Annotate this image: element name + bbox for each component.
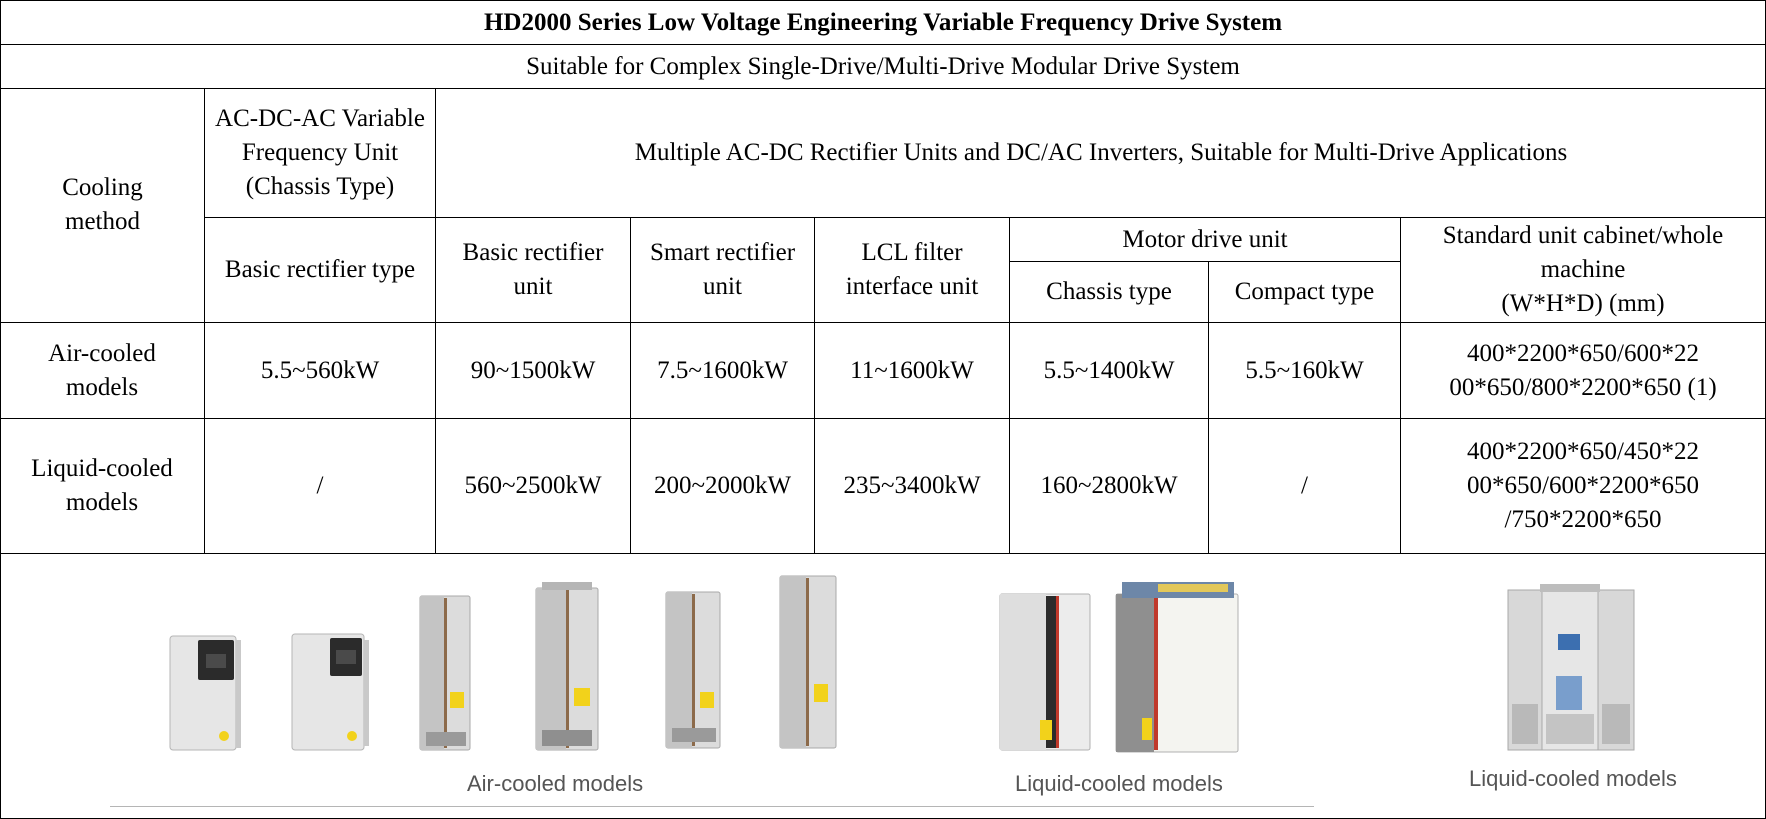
chassis-drive-image (418, 592, 478, 754)
cabinet-dim-line: /750*2200*650 (1504, 506, 1662, 533)
caption-underline (110, 806, 1314, 807)
col-lcl-filter-interface-unit: LCL filter interface unit (845, 239, 979, 300)
cabinet-dim-line: 00*650/600*2200*650 (1467, 472, 1699, 499)
compact-drive-image (168, 632, 242, 754)
col-basic-rectifier-unit: Basic rectifier unit (462, 239, 604, 300)
liquid-cooled-drive-image (996, 588, 1096, 754)
col-motor-drive-unit: Motor drive unit (1122, 225, 1288, 253)
col-compact-type: Compact type (1234, 278, 1375, 305)
table-cell: 560~2500kW (464, 472, 602, 499)
cooling-method-header: Cooling method (62, 174, 143, 235)
table-cell: 7.5~1600kW (657, 356, 788, 384)
table-cell: 90~1500kW (470, 356, 596, 384)
table-cell: 5.5~1400kW (1043, 356, 1175, 384)
table-cell-cabinet (1401, 419, 1765, 553)
chassis-drive-image (664, 588, 726, 752)
col-chassis-type: Chassis type (1046, 278, 1172, 305)
table-cell: 5.5~560kW (260, 356, 380, 384)
table-cell: 5.5~160kW (1245, 356, 1364, 384)
cabinet-header-line: Standard unit cabinet/whole machine (1442, 222, 1724, 283)
caption-air-cooled: Air-cooled models (467, 771, 644, 796)
row-label-liquid-cooled: Liquid-cooled models (31, 455, 173, 516)
table-cell: / (1301, 472, 1308, 499)
col-cabinet-dimensions (1401, 218, 1765, 322)
caption-liquid-cooled: Liquid-cooled models (1015, 771, 1223, 796)
row-label-air-cooled: Air-cooled models (48, 339, 156, 401)
cabinet-dim-line: 400*2200*650/600*22 (1467, 339, 1699, 367)
ac-dc-ac-unit-header: AC-DC-AC Variable Frequency Unit (Chassis Type) (215, 104, 425, 200)
col-basic-rectifier-type: Basic rectifier type (224, 256, 416, 283)
compact-drive-image (290, 630, 370, 754)
divider (0, 553, 1766, 554)
table-cell-cabinet (1401, 323, 1765, 418)
table-cell: 235~3400kW (843, 472, 981, 499)
caption-cabinet: Liquid-cooled models (1469, 766, 1677, 791)
liquid-cooled-drive-image (1112, 578, 1244, 756)
cabinet-header-unit: (W*H*D) (mm) (1501, 290, 1665, 317)
multi-drive-header: Multiple AC-DC Rectifier Units and DC/AC Inverters, Suitable for Multi-Drive Applications (634, 138, 1568, 166)
chassis-drive-image (534, 582, 604, 754)
table-cell: / (316, 472, 324, 499)
chassis-drive-image (778, 572, 842, 752)
table-title: HD2000 Series Low Voltage Engineering Variable Frequency Drive System (483, 8, 1283, 36)
cabinet-dim-line: 400*2200*650/450*22 (1467, 438, 1699, 465)
cabinet-dim-line: 00*650/800*2200*650 (1) (1449, 373, 1717, 401)
table-subtitle: Suitable for Complex Single-Drive/Multi-Drive Modular Drive System (526, 52, 1240, 80)
table-cell: 200~2000kW (653, 472, 792, 499)
cabinet-image (1504, 584, 1640, 756)
col-smart-rectifier-unit: Smart rectifier unit (649, 239, 796, 300)
table-cell: 11~1600kW (850, 356, 974, 384)
table-cell: 160~2800kW (1040, 472, 1178, 499)
